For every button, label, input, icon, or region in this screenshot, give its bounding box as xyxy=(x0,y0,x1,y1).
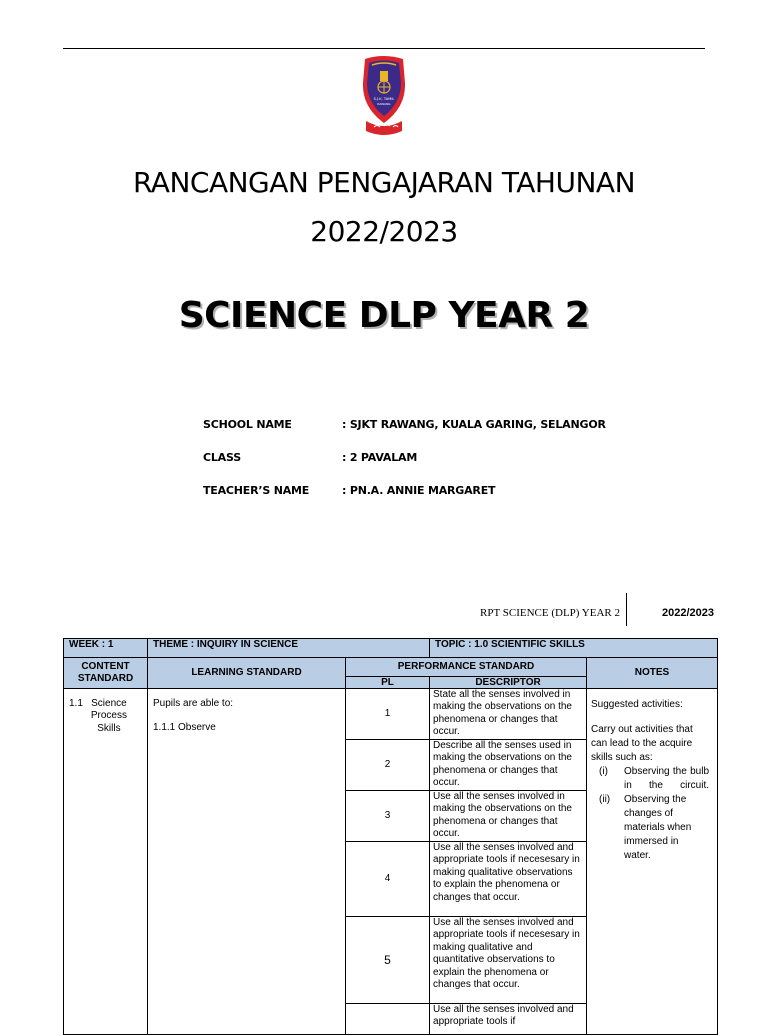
page-header-left: RPT SCIENCE (DLP) YEAR 2 xyxy=(480,607,620,619)
content-text: Science Process Skills xyxy=(90,698,127,734)
info-value: : SJKT RAWANG, KUALA GARING, SELANGOR xyxy=(342,418,606,431)
pl-cell: 1 xyxy=(346,689,430,740)
performance-standard-header: PERFORMANCE STANDARD xyxy=(346,658,587,677)
descriptor-header: DESCRIPTOR xyxy=(430,677,587,689)
info-label: SCHOOL NAME xyxy=(203,418,292,431)
learning-standard-cell xyxy=(148,689,346,1035)
info-value: : PN.A. ANNIE MARGARET xyxy=(342,484,496,497)
table-row xyxy=(64,639,718,658)
notes-intro: Carry out activities that can lead to the acquire skills such as: xyxy=(591,724,693,764)
page-header-divider xyxy=(626,593,627,626)
notes-list xyxy=(591,765,709,863)
descriptor-cell: State all the senses involved in making the observations on the phenomena or changes that occur. xyxy=(430,689,587,740)
svg-text:S.J.K. TAMIL: S.J.K. TAMIL xyxy=(373,97,395,101)
descriptor-cell: Use all the senses involved and appropriate tools if necesesary in making qualitative and quantitative observations to explain the phenomena or changes that occur. xyxy=(430,917,587,1004)
plan-title: RANCANGAN PENGAJARAN TAHUNAN xyxy=(132,166,636,199)
svg-text:RAWANG: RAWANG xyxy=(377,102,391,106)
info-label: CLASS xyxy=(203,451,241,464)
topic-cell: TOPIC : 1.0 SCIENTIFIC SKILLS xyxy=(430,639,718,658)
subject-title: SCIENCE DLP YEAR 2 xyxy=(178,295,590,336)
descriptor-cell: Describe all the senses used in making the observations on the phenomena or changes that occur. xyxy=(430,740,587,791)
info-label: TEACHER’S NAME xyxy=(203,484,310,497)
learning-item: 1.1.1 Observe xyxy=(153,722,216,734)
table-row xyxy=(64,689,718,740)
school-crest-logo xyxy=(360,55,408,139)
pl-cell xyxy=(346,1004,430,1035)
pl-cell: 4 xyxy=(346,842,430,917)
descriptor-cell: Use all the senses involved and appropriate tools if xyxy=(430,1004,587,1035)
page-header-right: 2022/2023 xyxy=(662,607,714,619)
descriptor-cell: Use all the senses involved and appropriate tools if necesesary in making qualitative observations to explain the phenomena or changes that occur. xyxy=(430,842,587,917)
week-cell: WEEK : 1 xyxy=(64,639,148,658)
content-standard-header: CONTENT STANDARD xyxy=(64,658,148,689)
pl-cell: 2 xyxy=(346,740,430,791)
theme-cell: THEME : INQUIRY IN SCIENCE xyxy=(148,639,430,658)
plan-year: 2022/2023 xyxy=(310,215,458,248)
content-number: 1.1 xyxy=(69,698,83,709)
info-value: : 2 PAVALAM xyxy=(342,451,418,464)
top-rule xyxy=(63,48,705,49)
pl-cell: 3 xyxy=(346,791,430,842)
pl-cell: 5 xyxy=(346,917,430,1004)
list-item: (i) Observing the bulb in the circuit. xyxy=(599,766,710,792)
content-standard-cell xyxy=(64,689,148,1035)
notes-header: NOTES xyxy=(587,658,718,689)
pl-header: PL xyxy=(346,677,430,689)
learning-standard-header: LEARNING STANDARD xyxy=(148,658,346,689)
notes-title: Suggested activities: xyxy=(591,699,683,710)
table-header-row xyxy=(64,658,718,677)
learning-intro: Pupils are able to: xyxy=(153,698,234,709)
lesson-plan-table xyxy=(63,638,718,1035)
descriptor-cell: Use all the senses involved in making the observations on the phenomena or changes that occur. xyxy=(430,791,587,842)
list-item: (ii) Observing the changes of materials when immersed in water. xyxy=(599,794,692,862)
notes-cell xyxy=(587,689,718,1035)
